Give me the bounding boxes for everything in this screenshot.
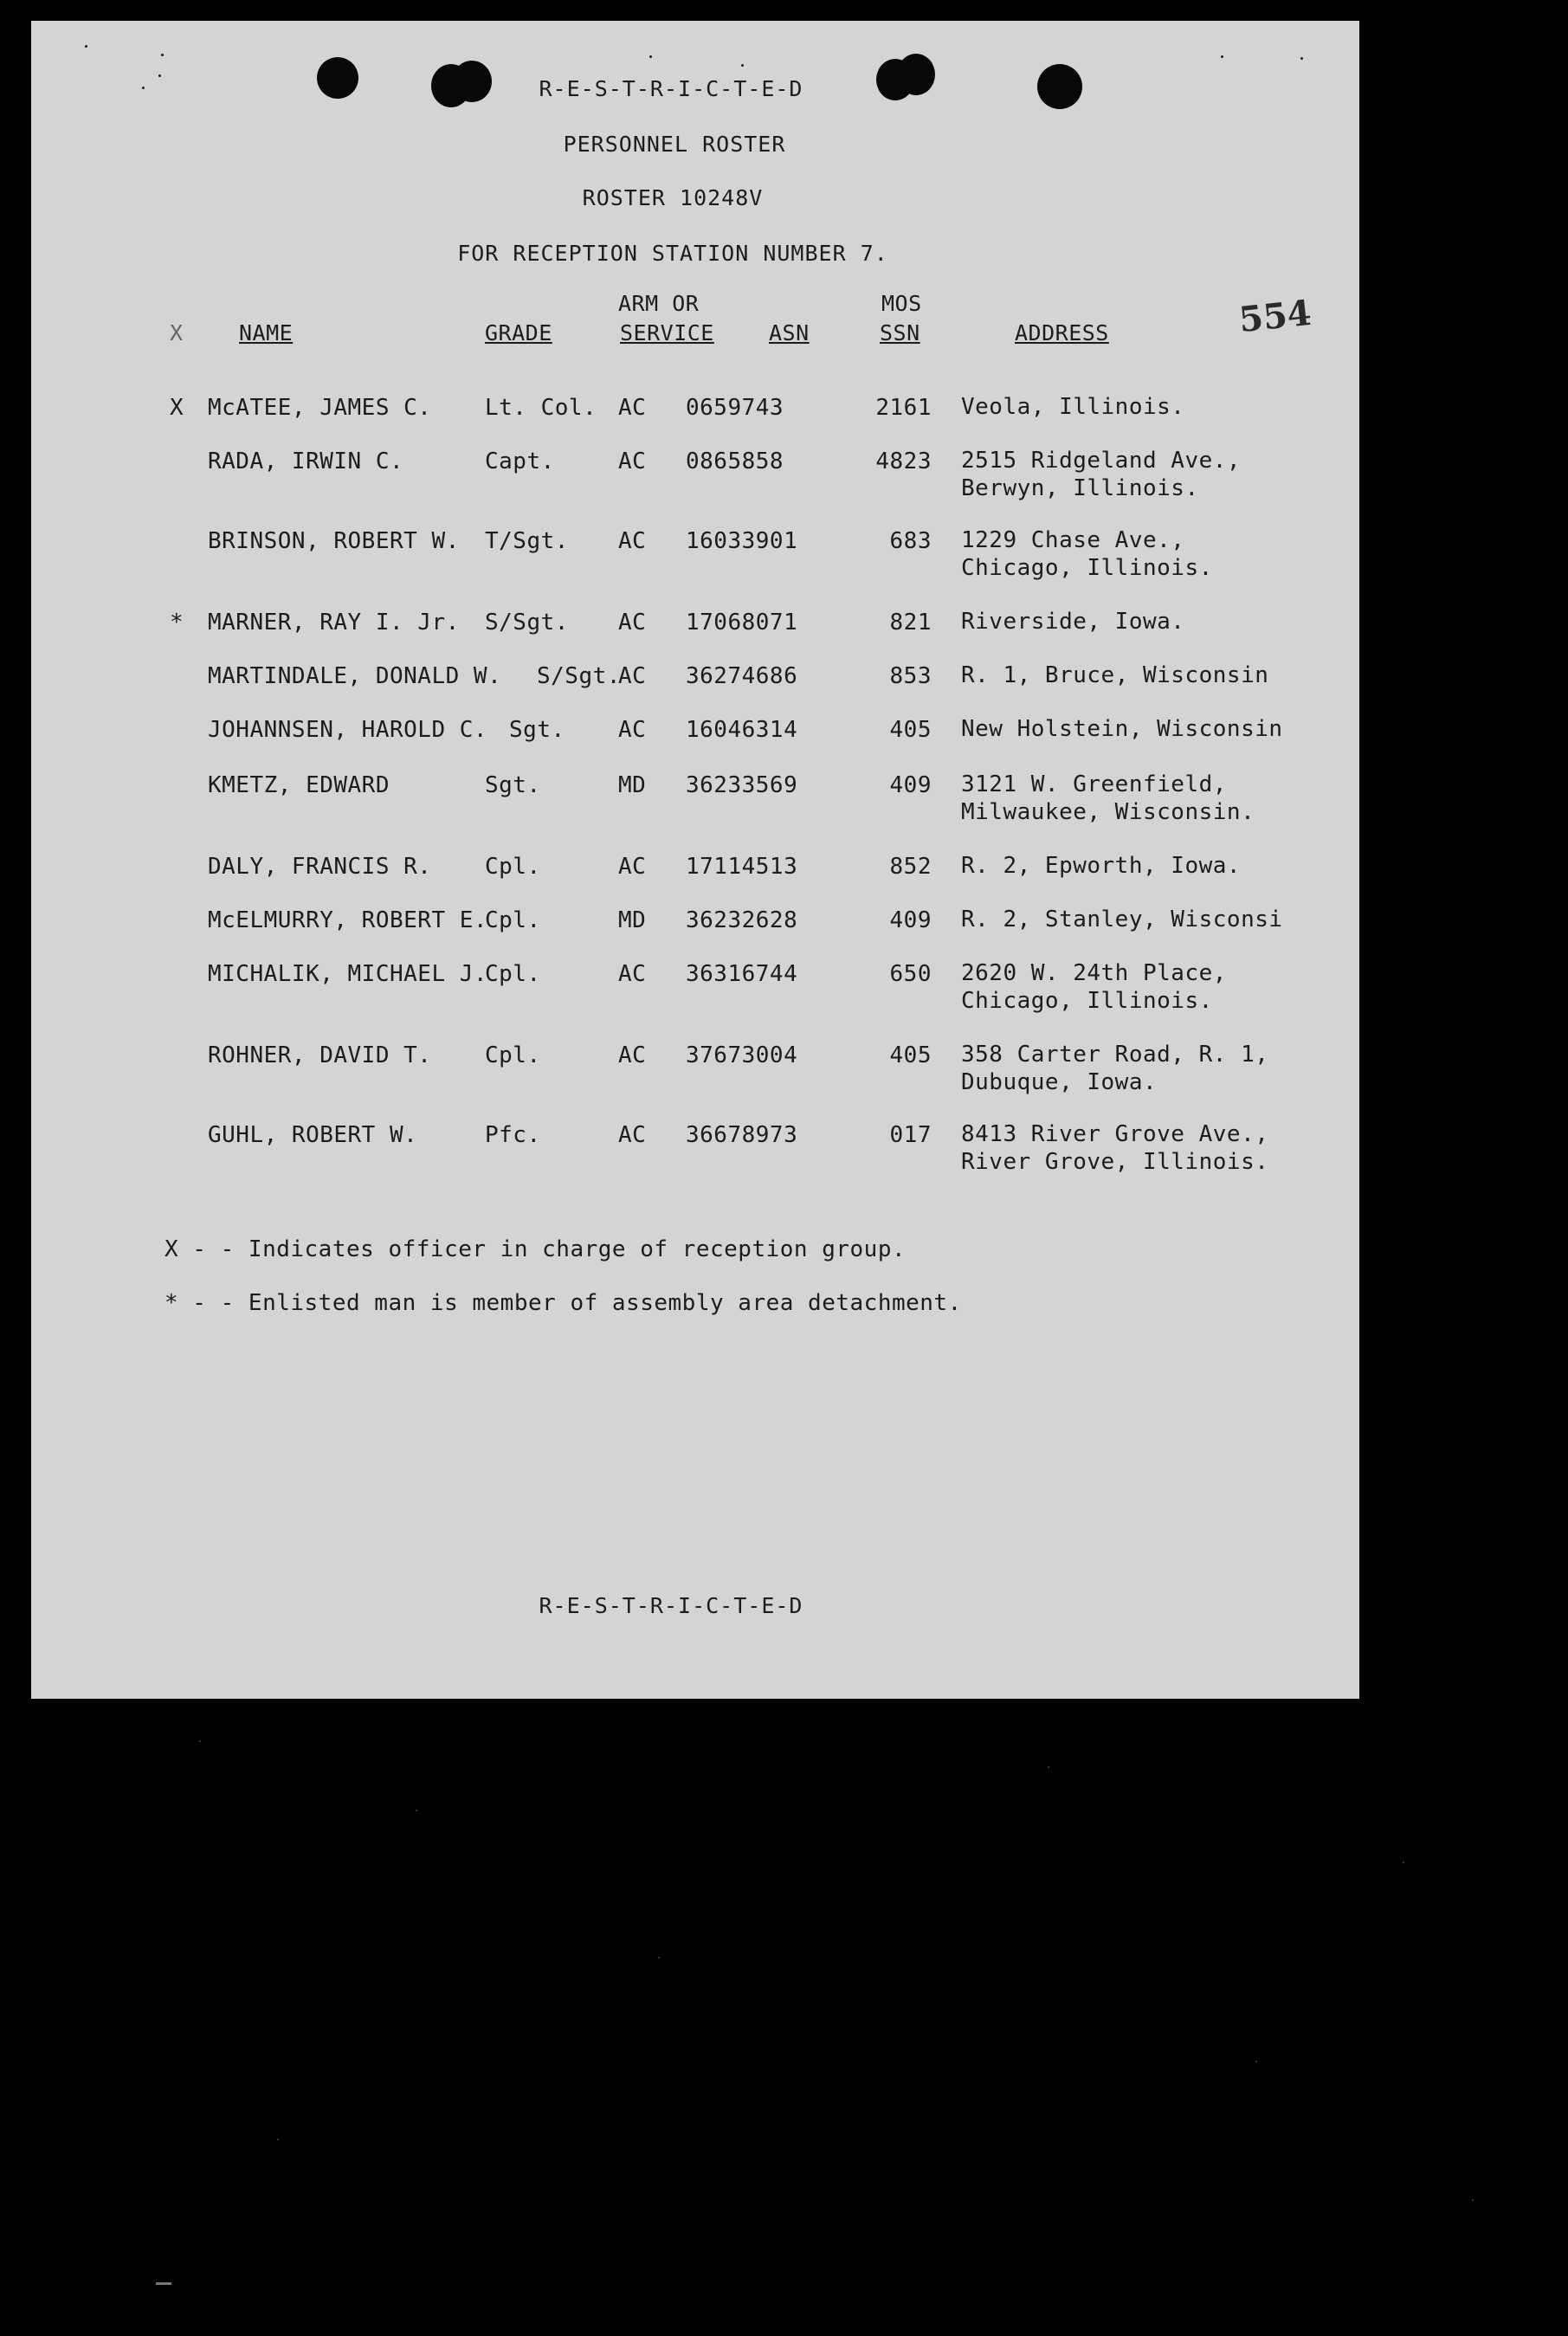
row-asn: 17114513 — [686, 854, 798, 880]
row-arm-service: AC — [618, 448, 647, 474]
scan-speck — [277, 2139, 279, 2140]
row-ssn: 2161 — [875, 395, 932, 421]
row-grade: Pfc. — [485, 1122, 541, 1148]
scan-speck — [1048, 1766, 1049, 1768]
row-grade: Cpl. — [485, 907, 541, 933]
row-asn: 36316744 — [686, 961, 798, 987]
row-name: BRINSON, ROBERT W. — [208, 528, 460, 554]
scan-speck — [199, 1740, 201, 1742]
row-name: RADA, IRWIN C. — [208, 448, 404, 474]
address-line: 358 Carter Road, R. 1, — [961, 1042, 1269, 1068]
row-asn: 16046314 — [686, 717, 798, 743]
row-ssn: 683 — [889, 528, 932, 554]
row-grade: Cpl. — [485, 1042, 541, 1068]
row-grade: Sgt. — [509, 717, 565, 743]
row-asn: 16033901 — [686, 528, 798, 554]
speck — [1221, 55, 1223, 58]
scan-speck — [1403, 1862, 1404, 1863]
row-name: KMETZ, EDWARD — [208, 772, 390, 798]
row-asn: 36233569 — [686, 772, 798, 798]
col-header-name: NAME — [239, 320, 294, 345]
row-ssn: 405 — [889, 1042, 932, 1068]
row-address — [961, 906, 1283, 933]
row-address — [961, 715, 1283, 743]
row-name: MICHALIK, MICHAEL J. — [208, 961, 488, 987]
scan-speck — [156, 2282, 171, 2285]
row-name: MARTINDALE, DONALD W. — [208, 663, 502, 689]
classification-top: R-E-S-T-R-I-C-T-E-D — [539, 76, 803, 101]
row-address — [961, 1120, 1268, 1176]
scan-speck — [1255, 2061, 1257, 2062]
row-name: ROHNER, DAVID T. — [208, 1042, 432, 1068]
col-header-arm-top: ARM OR — [618, 291, 700, 316]
row-name: McATEE, JAMES C. — [208, 395, 432, 421]
row-arm-service: AC — [618, 1042, 647, 1068]
row-ssn: 409 — [889, 772, 932, 798]
col-header-asn: ASN — [769, 320, 810, 345]
row-ssn: 409 — [889, 907, 932, 933]
row-address — [961, 526, 1213, 582]
row-asn: 36232628 — [686, 907, 798, 933]
address-line: River Grove, Illinois. — [961, 1149, 1269, 1175]
row-asn: 0865858 — [686, 448, 784, 474]
row-asn: 36274686 — [686, 663, 798, 689]
address-line: Dubuque, Iowa. — [961, 1069, 1158, 1095]
address-line: 2620 W. 24th Place, — [961, 960, 1227, 986]
row-address — [961, 661, 1268, 689]
row-ssn: 4823 — [875, 448, 932, 474]
row-grade: S/Sgt. — [485, 610, 569, 636]
row-ssn: 853 — [889, 663, 932, 689]
row-grade: Sgt. — [485, 772, 541, 798]
row-ssn: 821 — [889, 610, 932, 636]
speck — [161, 54, 164, 56]
scan-speck — [416, 1810, 417, 1811]
row-grade: Lt. Col. — [485, 395, 597, 421]
speck — [1300, 57, 1303, 60]
document-page — [31, 21, 1359, 1699]
row-address — [961, 447, 1241, 502]
row-address — [961, 959, 1227, 1015]
row-asn: 0659743 — [686, 395, 784, 421]
address-line: Riverside, Iowa. — [961, 609, 1185, 635]
address-line: R. 2, Stanley, Wisconsi — [961, 907, 1283, 932]
row-name: DALY, FRANCIS R. — [208, 854, 432, 880]
row-address — [961, 1041, 1268, 1096]
col-header-mos-bottom: SSN — [880, 320, 920, 345]
row-arm-service: AC — [618, 961, 647, 987]
note-officer: X - - Indicates officer in charge of reception group. — [165, 1236, 907, 1262]
row-arm-service: MD — [618, 772, 647, 798]
row-grade: T/Sgt. — [485, 528, 569, 554]
scan-speck — [658, 1957, 660, 1958]
address-line: Chicago, Illinois. — [961, 988, 1213, 1014]
row-name: MARNER, RAY I. Jr. — [208, 610, 460, 636]
row-address — [961, 393, 1184, 421]
row-arm-service: MD — [618, 907, 647, 933]
row-mark: X — [170, 395, 184, 421]
address-line: Chicago, Illinois. — [961, 555, 1213, 581]
address-line: Milwaukee, Wisconsin. — [961, 799, 1255, 825]
row-arm-service: AC — [618, 717, 647, 743]
address-line: Veola, Illinois. — [961, 394, 1185, 420]
page-number: 554 — [1236, 292, 1313, 341]
row-grade: Cpl. — [485, 961, 541, 987]
address-line: 1229 Chase Ave., — [961, 527, 1185, 553]
row-arm-service: AC — [618, 854, 647, 880]
address-line: 3121 W. Greenfield, — [961, 771, 1227, 797]
row-asn: 17068071 — [686, 610, 798, 636]
reception-station: FOR RECEPTION STATION NUMBER 7. — [457, 241, 888, 266]
row-address — [961, 608, 1184, 636]
row-address — [961, 852, 1241, 880]
row-grade: S/Sgt. — [537, 663, 621, 689]
note-enlisted: * - - Enlisted man is member of assembly area detachment. — [165, 1290, 962, 1316]
address-line: New Holstein, Wisconsin — [961, 716, 1283, 742]
row-arm-service: AC — [618, 1122, 647, 1148]
col-header-mark: X — [170, 320, 184, 345]
classification-bottom: R-E-S-T-R-I-C-T-E-D — [539, 1593, 803, 1618]
address-line: 2515 Ridgeland Ave., — [961, 448, 1242, 474]
row-address — [961, 771, 1255, 826]
speck — [741, 64, 744, 67]
row-name: GUHL, ROBERT W. — [208, 1122, 418, 1148]
address-line: R. 2, Epworth, Iowa. — [961, 853, 1242, 879]
row-grade: Capt. — [485, 448, 555, 474]
document-title: PERSONNEL ROSTER — [563, 132, 786, 157]
row-asn: 37673004 — [686, 1042, 798, 1068]
address-line: 8413 River Grove Ave., — [961, 1121, 1269, 1147]
row-ssn: 017 — [889, 1122, 932, 1148]
scan-speck — [1472, 2199, 1474, 2201]
row-ssn: 405 — [889, 717, 932, 743]
row-arm-service: AC — [618, 395, 647, 421]
row-arm-service: AC — [618, 663, 647, 689]
col-header-arm-bottom: SERVICE — [620, 320, 714, 345]
speck — [85, 45, 87, 48]
row-name: McELMURRY, ROBERT E. — [208, 907, 488, 933]
col-header-address: ADDRESS — [1015, 320, 1109, 345]
row-arm-service: AC — [618, 610, 647, 636]
speck — [649, 55, 652, 58]
col-header-mos-top: MOS — [881, 291, 922, 316]
row-grade: Cpl. — [485, 854, 541, 880]
row-arm-service: AC — [618, 528, 647, 554]
row-mark: * — [170, 610, 184, 636]
address-line: R. 1, Bruce, Wisconsin — [961, 662, 1269, 688]
address-line: Berwyn, Illinois. — [961, 475, 1199, 501]
roster-number: ROSTER 10248V — [582, 185, 764, 210]
row-name: JOHANNSEN, HAROLD C. — [208, 717, 488, 743]
col-header-grade: GRADE — [485, 320, 552, 345]
row-asn: 36678973 — [686, 1122, 798, 1148]
row-ssn: 852 — [889, 854, 932, 880]
row-ssn: 650 — [889, 961, 932, 987]
